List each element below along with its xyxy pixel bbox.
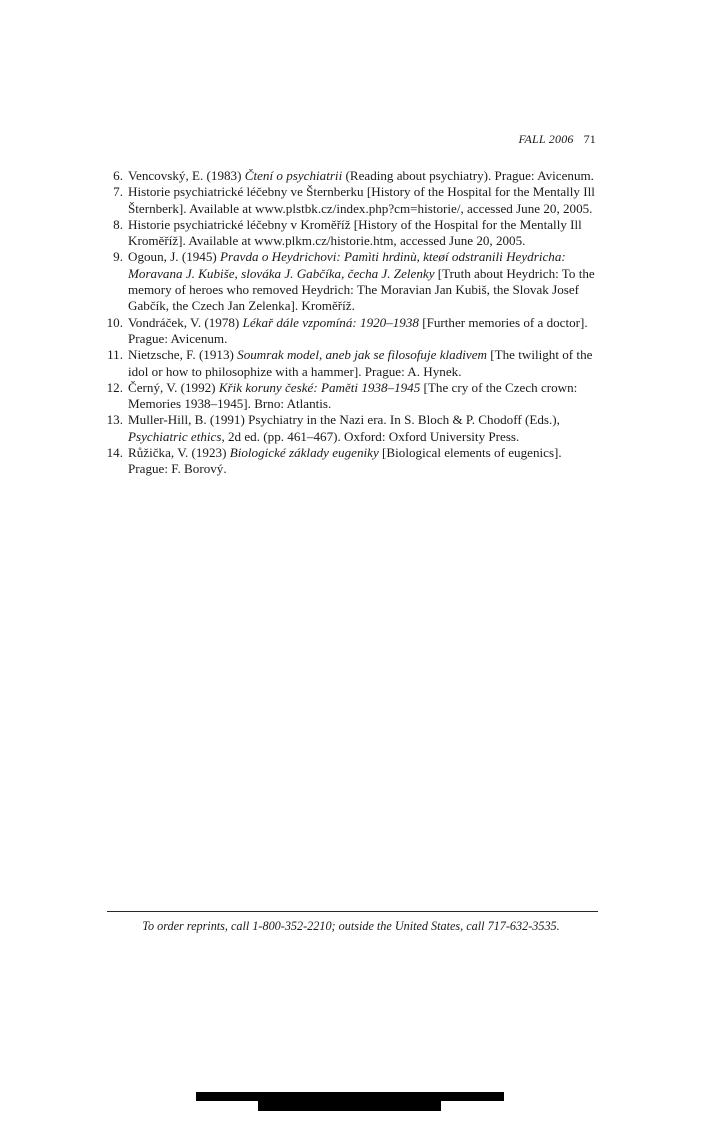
reference-title: Pravda o Heydrichovi: Pamìti hrdinù, kteøí odstranili Heydricha: Moravana J. Kubiše, slováka J. Gabčíka, čecha J. Zelenky bbox=[128, 249, 566, 281]
reference-item bbox=[104, 445, 598, 478]
reference-text: [Biological elements of eugenics]. Prague: F. Borový. bbox=[128, 445, 562, 477]
reference-item bbox=[104, 380, 598, 413]
reference-text: (Reading about psychiatry). Prague: Avicenum. bbox=[342, 168, 594, 183]
reference-item bbox=[104, 315, 598, 348]
reference-number: 13. bbox=[106, 412, 123, 428]
reference-item bbox=[104, 184, 598, 217]
reference-title: Čtení o psychiatrii bbox=[244, 168, 343, 183]
reference-number: 14. bbox=[106, 445, 123, 461]
reference-number: 9. bbox=[113, 249, 123, 265]
reference-text: Růžička, V. (1923) bbox=[128, 445, 230, 461]
reference-item bbox=[104, 217, 598, 250]
page-number: 71 bbox=[583, 132, 596, 146]
reprint-note: To order reprints, call 1-800-352-2210; outside the United States, call 717-632-3535. bbox=[142, 919, 560, 933]
reference-text: [The cry of the Czech crown: Memories 1938–1945]. Brno: Atlantis. bbox=[128, 379, 578, 412]
reference-number: 10. bbox=[106, 314, 123, 330]
reference-title: Lékař dále vzpomíná: 1920–1938 bbox=[242, 314, 419, 330]
reference-title: Soumrak model, aneb jak se filosofuje kladivem bbox=[237, 347, 487, 363]
reference-title: Psychiatric ethics, bbox=[128, 428, 225, 444]
reference-number: 8. bbox=[113, 216, 123, 232]
reference-text: Vondráček, V. (1978) bbox=[128, 314, 243, 330]
journal-issue: FALL 2006 bbox=[518, 132, 574, 146]
reference-text: Ogoun, J. (1945) bbox=[128, 249, 221, 265]
reference-item bbox=[104, 347, 598, 380]
reference-text: [Further memories of a doctor]. Prague: Avicenum. bbox=[128, 314, 588, 346]
reference-item bbox=[104, 412, 598, 445]
reference-title: Biologické základy eugeniky bbox=[229, 445, 379, 461]
footer-rule bbox=[107, 911, 598, 912]
redaction-bar-lower bbox=[258, 1100, 441, 1111]
reference-text: Muller-Hill, B. (1991) Psychiatry in the Nazi era. In S. Bloch & P. Chodoff (Eds.), bbox=[128, 412, 560, 428]
reference-number: 11. bbox=[107, 347, 123, 363]
reference-item bbox=[104, 168, 598, 184]
reference-list bbox=[104, 168, 598, 478]
reference-number: 12. bbox=[106, 379, 123, 395]
reference-item bbox=[104, 249, 598, 314]
reference-text: Černý, V. (1992) bbox=[128, 379, 219, 395]
reference-text: [Truth about Heydrich: To the memory of heroes who removed Heydrich: The Moravian Jan Kubiš, the Slovak Josef Gabčík, the Czech Jan Zelenka]. Kroměříž. bbox=[128, 265, 595, 314]
reference-number: 6. bbox=[113, 168, 123, 183]
reference-text: Historie psychiatrické léčebny ve Šternberku [History of the Hospital for the Mentally Ill Šternberk]. Available at www.plstbk.cz/index.php?cm=historie/, accessed June 20, 2005. bbox=[128, 184, 595, 216]
reference-text: [The twilight of the idol or how to philosophize with a hammer]. Prague: A. Hynek. bbox=[128, 347, 593, 379]
reference-title: Křik koruny české: Paměti 1938–1945 bbox=[218, 379, 421, 395]
reference-number: 7. bbox=[113, 184, 123, 200]
reference-text: Vencovský, E. (1983) bbox=[128, 168, 245, 183]
reference-text: Nietzsche, F. (1913) bbox=[128, 347, 238, 363]
reference-text: 2d ed. (pp. 461–467). Oxford: Oxford University Press. bbox=[224, 428, 520, 444]
reference-text: Historie psychiatrické léčebny v Kroměříž [History of the Hospital for the Mentally Ill Kroměříž]. Available at www.plkm.cz/historie.htm, accessed June 20, 2005. bbox=[128, 216, 582, 249]
running-head bbox=[519, 132, 596, 147]
